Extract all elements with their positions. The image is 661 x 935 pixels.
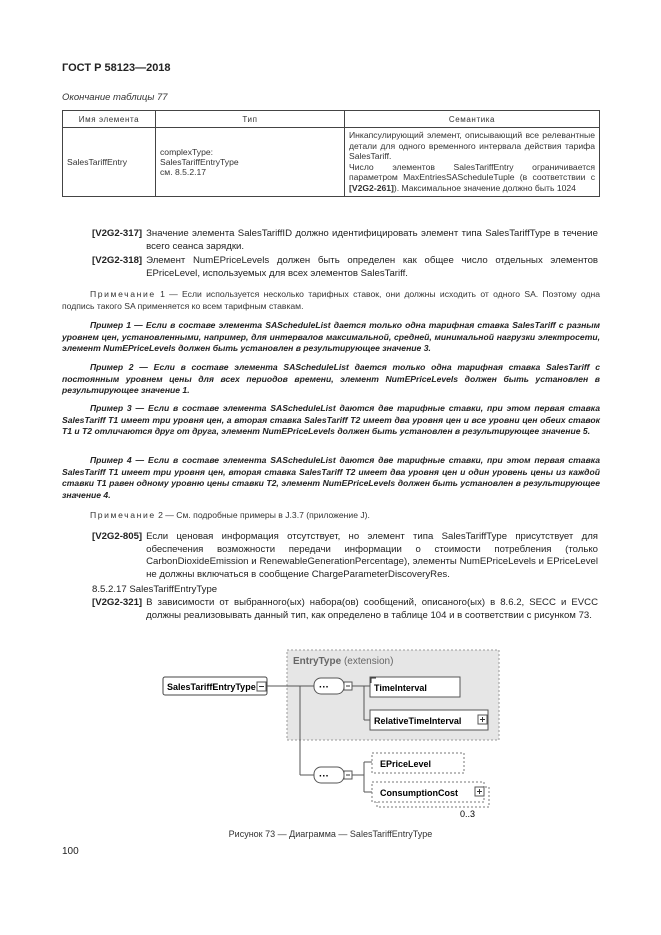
- requirement-805: [92, 531, 598, 581]
- example-2: Пример 2 — Если в составе элемента SAScheduleList дается только одна тарифная ставка SalesTariff с постоянным уровнем цены для всех периодов времени, элемент NumEPriceLevels должен быть установлен в результирующее значение 1.: [62, 362, 600, 396]
- note-text: 2 — См. подробные примеры в J.3.7 (приложение J).: [158, 510, 370, 520]
- root-element-label: SalesTariffEntryType: [167, 682, 256, 692]
- table-header-row: [63, 111, 600, 128]
- requirement-text: Если ценовая информация отсутствует, но элемент типа SalesTariffType присутствует для обеспечения возможности передачи информации о стоимости потребления (только CarbonDioxideEmission и RenewableGenerationPercentage), элементы NumEPriceLevels и EPriceLevel не должны включаться в сообщение ChargeParameterDiscoveryRes.: [146, 531, 598, 580]
- requirement-318: [92, 255, 598, 280]
- requirement-label: [V2G2-321]: [92, 597, 143, 608]
- requirement-label: [V2G2-805]: [92, 531, 143, 542]
- example-1: Пример 1 — Если в составе элемента SAScheduleList дается только одна тарифная ставка SalesTariff с разным уровнем цен, установленными, например, для интервалов максимальной, средней, минимальной нагрузки электросети, элемент NumEPriceLevels должен быть установлен в результирующее значение 3.: [62, 320, 600, 354]
- type-line-2: SalesTariffEntryType: [160, 156, 239, 167]
- note-label: Примечание: [90, 289, 156, 299]
- document-header: ГОСТ Р 58123—2018: [62, 62, 171, 74]
- semantics-paragraph-1: Инкапсулирующий элемент, описывающий все релевантные детали для одного временного интервала действия тарифа SalesTariff.: [349, 130, 595, 162]
- note-text: 1 — Если используется несколько тарифных ставок, они должны исходить от одного SA. Поэтому одна подпись такого SA применяется ко всем тарифным ставкам.: [62, 289, 600, 311]
- cell-type: [156, 128, 345, 197]
- cell-element-name: SalesTariffEntry: [63, 128, 156, 197]
- page-number: 100: [62, 846, 79, 857]
- semantics-text-a: Число элементов SalesTariffEntry ограничивается параметром MaxEntriesSAScheduleTuple (в соответствии с: [349, 161, 595, 183]
- requirement-text: Элемент NumEPriceLevels должен быть определен как общее число отдельных элементов EPriceLevel, используемых для всех элементов SalesTariff.: [146, 255, 598, 279]
- eprice-level-label: EPriceLevel: [380, 759, 432, 769]
- extension-title: EntryType (extension): [293, 656, 394, 667]
- semantics-paragraph-2: [349, 162, 595, 194]
- sequence-icon: ···: [319, 682, 329, 693]
- semantics-ref: [V2G2-261]: [349, 182, 394, 193]
- sequence-icon: ···: [319, 771, 329, 782]
- column-header-semantics: Семантика: [345, 111, 600, 128]
- column-header-name: Имя элемента: [63, 111, 156, 128]
- table-caption: Окончание таблицы 77: [62, 92, 168, 103]
- requirement-label: [V2G2-317]: [92, 228, 143, 239]
- type-line-3: см. 8.5.2.17: [160, 166, 207, 177]
- note-2: [90, 510, 600, 522]
- relative-time-interval-label: RelativeTimeInterval: [374, 716, 462, 726]
- semantics-text-b: ). Максимальное значение должно быть 1024: [393, 182, 576, 193]
- element-table: [62, 110, 600, 197]
- figure-caption: Рисунок 73 — Диаграмма — SalesTariffEntryType: [228, 829, 433, 839]
- note-label: Примечание: [90, 510, 156, 520]
- xsd-diagram: [0, 640, 661, 840]
- time-interval-label: TimeInterval: [374, 683, 427, 693]
- section-heading: 8.5.2.17 SalesTariffEntryType: [92, 584, 218, 595]
- requirement-321: [92, 597, 598, 622]
- cell-semantics: [345, 128, 600, 197]
- column-header-type: Тип: [156, 111, 345, 128]
- type-line-1: complexType:: [160, 146, 214, 157]
- consumption-cost-label: ConsumptionCost: [380, 788, 458, 798]
- table-row: [63, 128, 600, 197]
- example-3: Пример 3 — Если в составе элемента SAScheduleList даются две тарифные ставки, при этом первая ставка SalesTariff T1 имеет три уровня цен, а вторая ставка SalesTariff T2 имеет два уровня цен и все уровни цен обеих ставок T1 и T2 отличаются друг от друга, элемент NumEPriceLevels должен быть установлен в результирующее значение 5.: [62, 403, 600, 437]
- requirement-317: [92, 228, 598, 253]
- example-4: Пример 4 — Если в составе элемента SAScheduleList даются две тарифные ставки, при этом первая ставка SalesTariff T1 имеет три уровня цен, вторая ставка SalesTariff T2 имеет два уровня цен и один уровень цены из каждой ставки T1 равен одному уровню цены ставки T2, элемент NumEPriceLevels должен быть установлен в результирующее значение 4.: [62, 455, 600, 500]
- requirement-text: Значение элемента SalesTariffID должно идентифицировать элемент типа SalesTariffType в течение всего сеанса зарядки.: [146, 228, 598, 252]
- note-1: [62, 289, 600, 312]
- requirement-label: [V2G2-318]: [92, 255, 143, 266]
- requirement-text: В зависимости от выбранного(ых) набора(ов) сообщений, описаного(ых) в 8.6.2, SECC и EVCC должны реализовывать данный тип, как определено в таблице 104 и в соответствии с рисунком 73.: [146, 597, 598, 621]
- multiplicity-label: 0..3: [460, 809, 476, 819]
